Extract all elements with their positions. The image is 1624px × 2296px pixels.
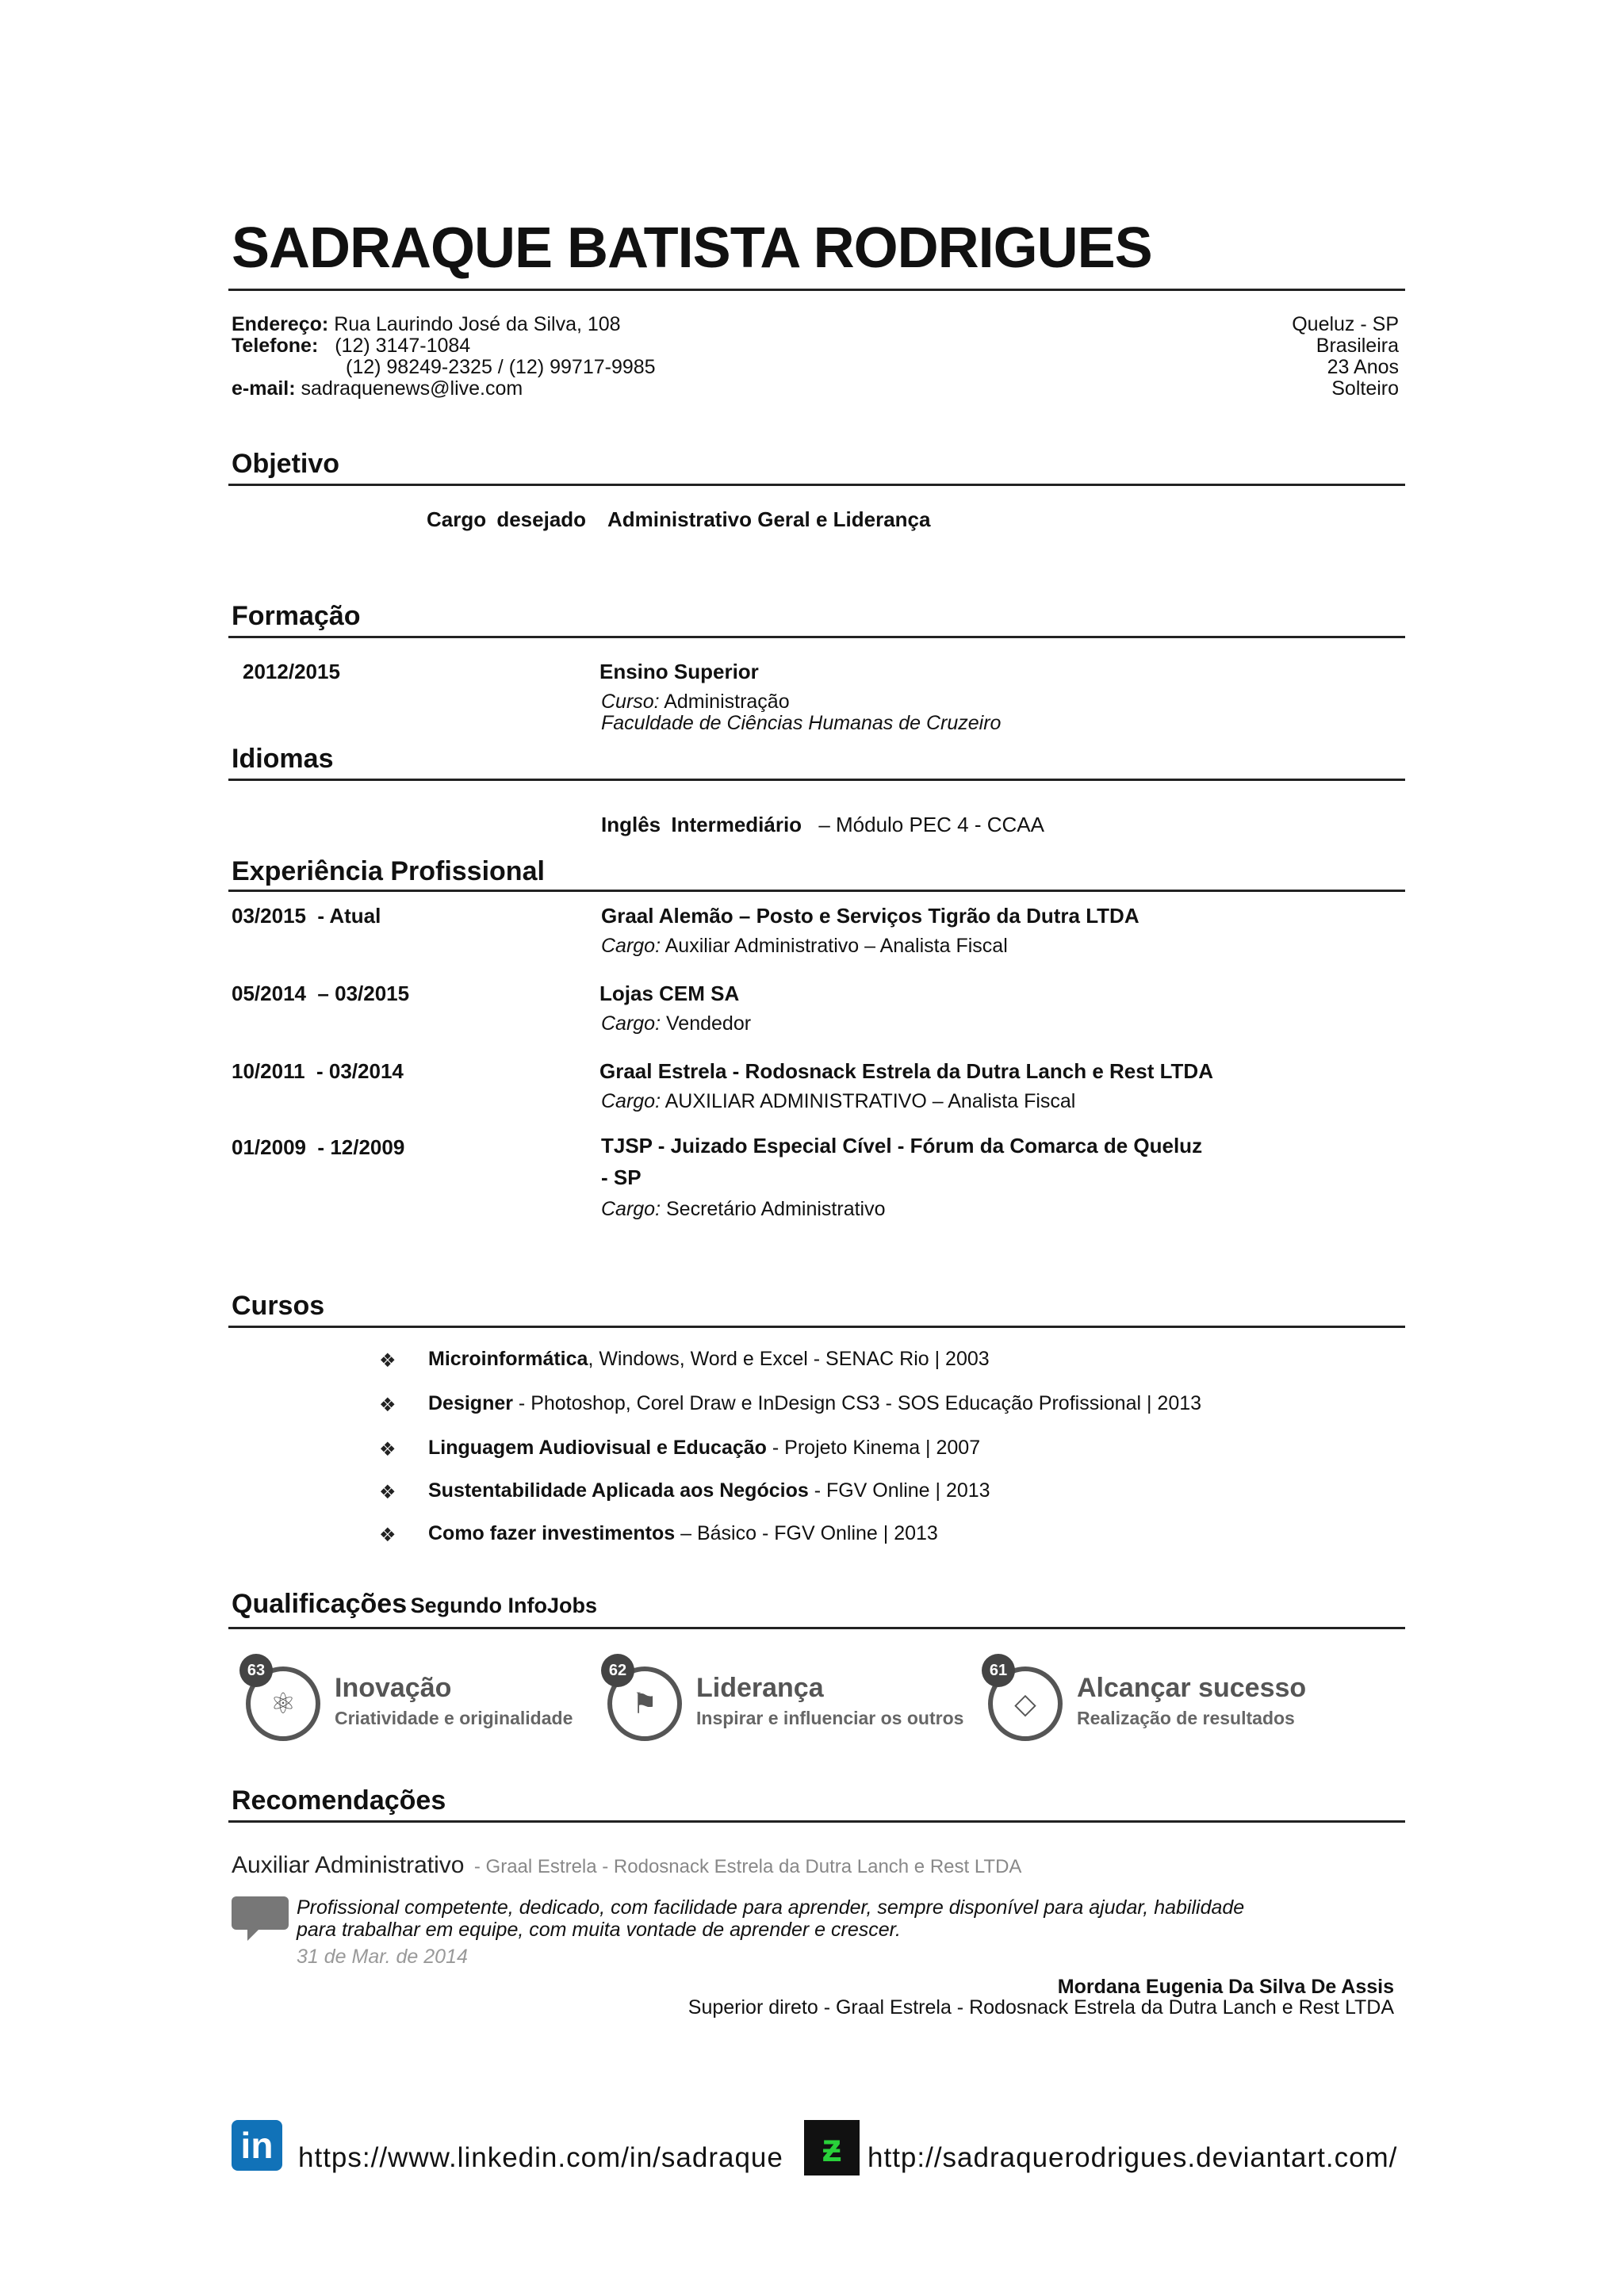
city: Queluz - SP: [1292, 313, 1399, 335]
qualification-title: Alcançar sucesso: [1077, 1673, 1307, 1703]
experiencia-divider: [228, 890, 1405, 892]
course-item: [428, 1522, 938, 1545]
formacao-divider: [228, 636, 1405, 638]
experience-period: 05/2014 – 03/2015: [232, 982, 410, 1005]
course-detail: , Windows, Word e Excel - SENAC Rio | 2003: [588, 1348, 990, 1370]
formacao-period: 2012/2015: [243, 660, 340, 683]
idiomas-line: [601, 813, 1044, 837]
age: 23 Anos: [1327, 356, 1399, 378]
cargo-label: Cargo:: [601, 1090, 661, 1112]
section-title-experiencia: Experiência Profissional: [232, 856, 545, 886]
cargo-value: Vendedor: [666, 1012, 752, 1035]
comment-icon: [232, 1896, 289, 1930]
recommendation-date: 31 de Mar. de 2014: [297, 1946, 468, 1968]
experience-cargo: [601, 936, 1008, 957]
recommendation-author-role: Superior direto - Graal Estrela - Rodosnack Estrela da Dutra Lanch e Rest LTDA: [688, 1996, 1394, 2019]
experience-company: Graal Estrela - Rodosnack Estrela da Dutra Lanch e Rest LTDA: [599, 1059, 1213, 1083]
linkedin-link[interactable]: https://www.linkedin.com/in/sadraque: [298, 2142, 783, 2173]
nationality: Brasileira: [1316, 335, 1399, 357]
phone-value-1: (12) 3147-1084: [335, 335, 471, 357]
flag-icon: ⚑: [607, 1667, 682, 1741]
course-name: Linguagem Audiovisual e Educação: [428, 1437, 767, 1459]
section-title-recomendacoes: Recomendações: [232, 1785, 446, 1816]
address-value: Rua Laurindo José da Silva, 108: [334, 313, 621, 335]
linkedin-icon[interactable]: in: [232, 2120, 282, 2171]
section-title-qualificacoes: [232, 1589, 597, 1620]
course-item: [428, 1479, 990, 1502]
course-name: Microinformática: [428, 1348, 588, 1370]
qualification-lideranca: [607, 1654, 972, 1749]
recommendation-text-1: Profissional competente, dedicado, com facilidade para aprender, sempre disponível para ajudar, habilidade: [297, 1896, 1245, 1919]
header-divider: [228, 289, 1405, 291]
atom-icon: ⚛: [246, 1667, 320, 1741]
recommendation-text-2: para trabalhar em equipe, com muita vontade de aprender e crescer.: [297, 1919, 901, 1941]
formacao-level: Ensino Superior: [599, 660, 759, 683]
qualification-subtitle: Criatividade e originalidade: [335, 1708, 573, 1728]
section-title-idiomas: Idiomas: [232, 744, 334, 774]
bullet-icon: ❖: [379, 1525, 396, 1546]
cargo-label: Cargo:: [601, 935, 661, 957]
diamond-icon: ◇: [988, 1667, 1063, 1741]
section-title-cursos: Cursos: [232, 1291, 325, 1321]
cargo-label: Cargo:: [601, 1198, 661, 1220]
objetivo-label: Cargo desejado: [427, 507, 587, 531]
formacao-course: [601, 691, 790, 713]
marital-status: Solteiro: [1331, 377, 1399, 400]
qualificacoes-subtitle: Segundo InfoJobs: [410, 1594, 598, 1617]
recommendation-header: [232, 1852, 1021, 1879]
email-label: e-mail:: [232, 377, 296, 400]
cargo-label: Cargo:: [601, 1012, 661, 1035]
formacao-institution: Faculdade de Ciências Humanas de Cruzeiro: [601, 712, 1002, 734]
recommendation-role: Auxiliar Administrativo: [232, 1852, 465, 1878]
course-detail: - FGV Online | 2013: [808, 1479, 990, 1502]
language-name: Inglês Intermediário: [601, 813, 802, 836]
bullet-icon: ❖: [379, 1350, 396, 1372]
qualificacoes-title: Qualificações: [232, 1589, 408, 1619]
course-detail: - Projeto Kinema | 2007: [766, 1437, 981, 1459]
qualification-subtitle: Realização de resultados: [1077, 1708, 1295, 1728]
phone-label: Telefone:: [232, 335, 319, 357]
address-label: Endereço:: [232, 313, 329, 335]
course-name: Como fazer investimentos: [428, 1522, 676, 1544]
qualification-title: Inovação: [335, 1673, 452, 1703]
course-detail: – Básico - FGV Online | 2013: [675, 1522, 938, 1544]
recomendacoes-divider: [228, 1820, 1405, 1823]
cursos-divider: [228, 1326, 1405, 1328]
candidate-name: SADRAQUE BATISTA RODRIGUES: [232, 216, 1152, 280]
experience-period: 03/2015 - Atual: [232, 904, 381, 928]
experience-period: 01/2009 - 12/2009: [232, 1135, 405, 1159]
experience-company: Lojas CEM SA: [599, 982, 740, 1005]
deviantart-icon[interactable]: ƶ: [804, 2120, 860, 2175]
bullet-icon: ❖: [379, 1439, 396, 1460]
qualification-score: 62: [601, 1654, 634, 1687]
recommendation-author: Mordana Eugenia Da Silva De Assis: [1057, 1976, 1394, 1998]
bullet-icon: ❖: [379, 1395, 396, 1416]
cargo-value: Auxiliar Administrativo – Analista Fiscal: [665, 935, 1008, 957]
experience-cargo: [601, 1013, 751, 1035]
cargo-value: Secretário Administrativo: [666, 1198, 886, 1220]
course-item: [428, 1392, 1201, 1415]
experience-period: 10/2011 - 03/2014: [232, 1059, 404, 1083]
course-item: [428, 1348, 990, 1371]
qualificacoes-divider: [228, 1627, 1405, 1629]
objetivo-value: Administrativo Geral e Liderança: [607, 507, 931, 531]
phone-line: [232, 335, 470, 357]
course-name: Sustentabilidade Aplicada aos Negócios: [428, 1479, 809, 1502]
section-title-objetivo: Objetivo: [232, 449, 340, 479]
experience-company: Graal Alemão – Posto e Serviços Tigrão da Dutra LTDA: [601, 904, 1139, 928]
email-value[interactable]: sadraquenews@live.com: [301, 377, 523, 400]
course-item: [428, 1437, 980, 1460]
section-title-formacao: Formação: [232, 601, 361, 631]
experience-cargo: [601, 1199, 886, 1220]
qualification-title: Liderança: [696, 1673, 824, 1703]
deviantart-link[interactable]: http://sadraquerodrigues.deviantart.com/: [868, 2142, 1398, 2173]
comment-icon-tail: [247, 1927, 262, 1941]
course-label: Curso:: [601, 691, 660, 713]
qualification-inovacao: [246, 1654, 587, 1749]
idiomas-divider: [228, 779, 1405, 781]
bullet-icon: ❖: [379, 1482, 396, 1503]
experience-company-cont: - SP: [601, 1165, 642, 1189]
qualification-alcancar-sucesso: [988, 1654, 1353, 1749]
course-detail: - Photoshop, Corel Draw e InDesign CS3 - SOS Educação Profissional | 2013: [512, 1392, 1202, 1414]
qualification-score: 63: [239, 1654, 273, 1687]
email-line: [232, 378, 523, 400]
phone-value-2: (12) 98249-2325 / (12) 99717-9985: [346, 356, 656, 378]
recommendation-company: - Graal Estrela - Rodosnack Estrela da Dutra Lanch e Rest LTDA: [473, 1856, 1022, 1877]
cargo-value: AUXILIAR ADMINISTRATIVO – Analista Fiscal: [665, 1090, 1076, 1112]
language-detail: – Módulo PEC 4 - CCAA: [818, 813, 1044, 836]
experience-cargo: [601, 1091, 1075, 1112]
qualification-score: 61: [982, 1654, 1015, 1687]
address-line: [232, 314, 621, 335]
objetivo-divider: [228, 484, 1405, 486]
course-value: Administração: [664, 691, 790, 713]
experience-company: TJSP - Juizado Especial Cível - Fórum da Comarca de Queluz: [601, 1134, 1203, 1158]
qualification-subtitle: Inspirar e influenciar os outros: [696, 1708, 964, 1728]
course-name: Designer: [428, 1392, 513, 1414]
